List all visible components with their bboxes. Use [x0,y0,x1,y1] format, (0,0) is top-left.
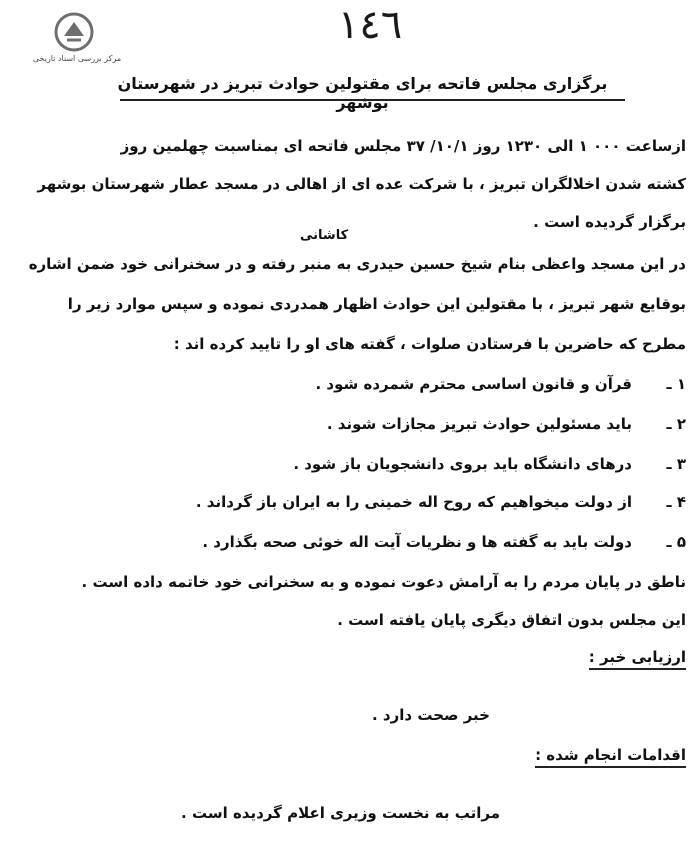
list-item [293,454,686,474]
list-item-text: قرآن و قانون اساسی محترم شمرده شود . [315,375,632,393]
closing-line-1: ناطق در پایان مردم را به آرامش دعوت نموده و به سخنرانی خود خاتمه داده است . [81,573,686,591]
list-item [202,532,686,552]
evaluation-heading: ارزیابی خبر : [589,648,686,670]
list-item-text: باید مسئولین حوادث تبریز مجازات شوند . [326,415,632,433]
list-item-number: ۳ ـ [666,455,686,473]
actions-heading: اقدامات انجام شده : [535,746,686,768]
list-item-number: ۵ ـ [666,533,686,551]
list-item-text: دولت باید به گفته ها و نظریات آیت اله خوئی صحه بگذارد . [202,533,632,551]
list-item-number: ۱ ـ [666,375,686,393]
actions-text: مراتب به نخست وزیری اعلام گردیده است . [181,804,500,822]
archive-emblem-icon [54,12,94,52]
paragraph-line-2: بوقایع شهر تبریز ، با مقتولین این حوادث اظهار همدردی نموده و سپس موارد زیر را [67,295,686,313]
body-line-3: برگزار گردیده است . [533,213,686,231]
closing-line-2: این مجلس بدون اتفاق دیگری پایان یافته است . [337,611,686,629]
archive-logo-text: مرکز بررسی اسناد تاریخی [32,54,122,63]
list-item [327,414,686,434]
list-item [196,492,686,512]
handwritten-page-number: ١٤٦ [337,2,403,48]
title-underline [120,99,625,101]
evaluation-text: خبر صحت دارد . [372,706,490,724]
archive-logo [22,12,132,72]
list-item-text: درهای دانشگاه باید بروی دانشجویان باز شود . [293,455,632,473]
list-item-number: ۲ ـ [666,415,686,433]
paragraph-line-1: در این مسجد واعظی بنام شیخ حسین حیدری به منبر رفته و در سخنرانی خود ضمن اشاره [28,255,686,273]
body-line-2: کشته شدن اخلالگران تبریز ، با شرکت عده ای از اهالی در مسجد عطار شهرستان بوشهر [37,175,686,193]
list-item-text: از دولت میخواهیم که روح اله خمینی را به ایران باز گرداند . [195,493,632,511]
interlinear-insert: کاشانی [300,228,349,243]
body-line-1: ازساعت ۰۰۰ ۱ الی ۱۲۳۰ روز ۱۰/۱/ ۳۷ مجلس فاتحه ای بمناسبت چهلمین روز [120,137,686,155]
list-item-number: ۴ ـ [666,493,686,511]
list-item [315,374,686,394]
paragraph-line-3: مطرح که حاضرین با فرستادن صلوات ، گفته های او را تایید کرده اند : [173,335,686,353]
document-title: برگزاری مجلس فاتحه برای مقتولین حوادث تبریز در شهرستان بوشهر [117,74,608,112]
